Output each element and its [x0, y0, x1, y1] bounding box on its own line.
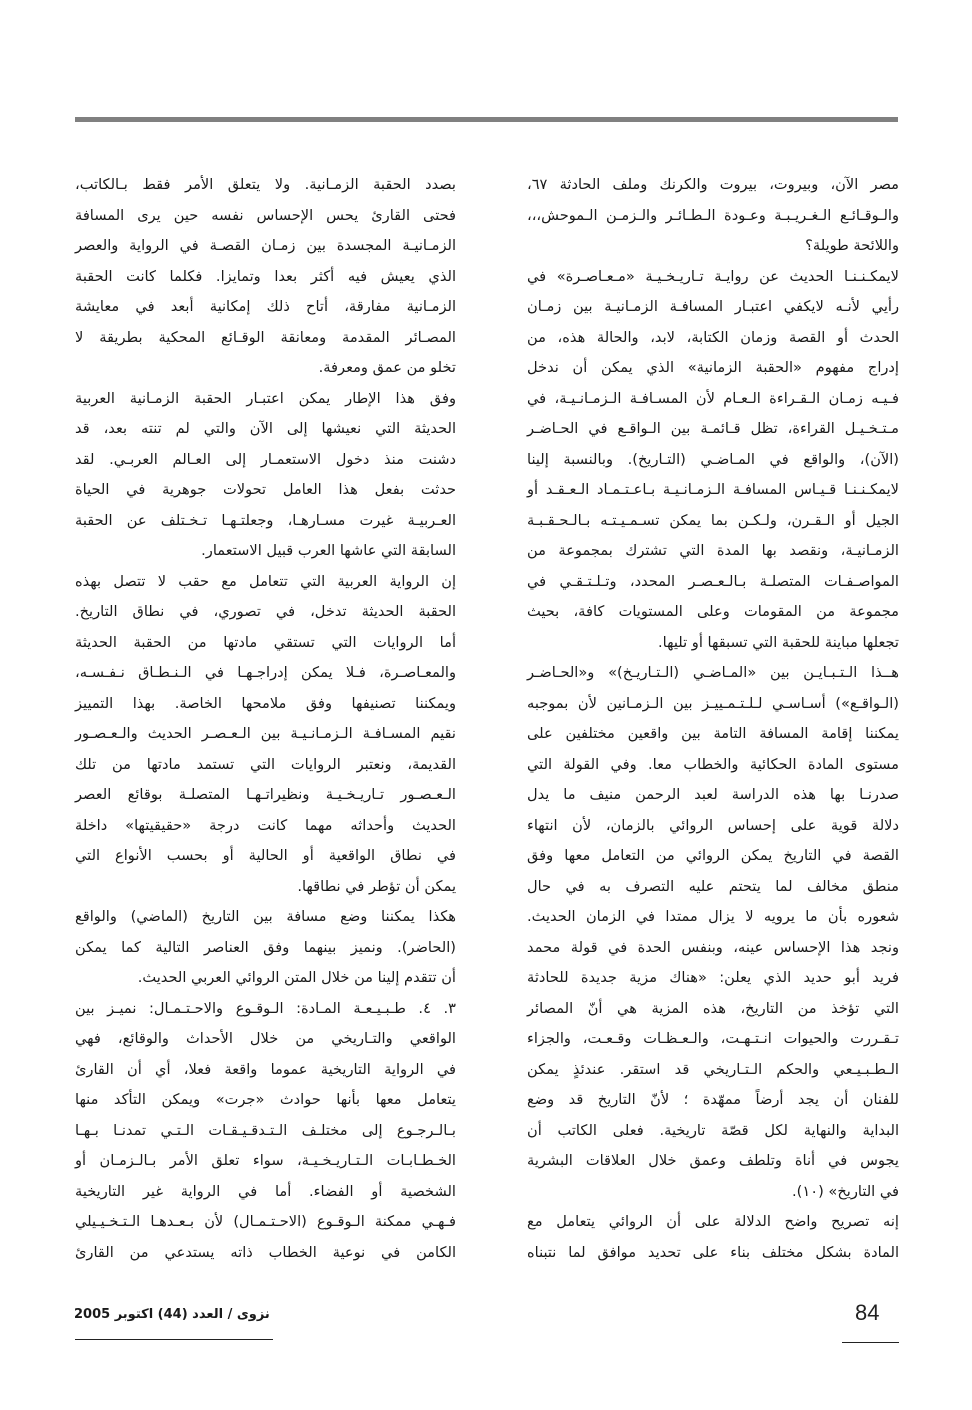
text-line: هكذا يمكننا وضع مسافة بين التاريخ (الماضي) والواقع	[75, 908, 456, 925]
text-line: يجوس في أناة وتلطف وعمق خلال العلاقات البشرية	[527, 1152, 899, 1169]
text-line: الزمـانيـة، ونقصد بها المدة التي تشترك بمجموعة من	[527, 542, 899, 559]
text-line: الخـطـابـات الـتـاريـخـيـة، سواء تعلق الأمر بـالـزمـان أو	[75, 1152, 456, 1169]
text-line: والمعـاصـرة، فـلا يمكن إدراجـهـا في الـنـطـاق نـفـسـه،	[75, 664, 456, 681]
text-line: مـتـخـيـل القراءة، تظل قـائمـة بين الـواقـع في الحـاضـر	[527, 420, 899, 437]
text-line: والـوقـائـع الـغـريـبـة وعـودة الـطـائـر والـزمـن الـموحش،،،	[527, 206, 899, 224]
text-line: فـيـه زمـان الـقـراءة الـعـام لأن المسـافـة الـزمـانـيـة، في	[527, 389, 899, 407]
text-line: إنه تصريح واضح الدلالة على أن الروائي يتعامل مع	[527, 1213, 899, 1230]
text-line: الزمـانيـة المجسدة بين زمـان القصـة في الرواية والعصر	[75, 237, 456, 254]
text-line: هــذا الـتـبـايـن بين «المـاضـي (الـتـاريـخ)» و«الحـاضـر	[527, 664, 899, 681]
article-column-right	[527, 170, 899, 1268]
text-line: صدرنـا بها هذه الدراسة لعبد الرحمن منيف ما يدل	[527, 786, 899, 803]
text-line: الجيل أو الـقـرن، ولـكـن بما يمكن تسـمـيـتـه بـالـحـقـبـة	[527, 511, 899, 529]
text-line: شعوره بأن ما يرويه لا يزال ممتدا في الزمان الحديث.	[527, 908, 899, 925]
text-line: بصدد الحقبة الزمـانية. ولا يتعلق الأمر فقط بـالكاتب،	[75, 176, 456, 193]
text-line: الزمـانية مفارقة، أتاح ذلك إمكانية أبعد في معايشة	[75, 298, 456, 315]
text-line: دشنت منذ دخول الاستعمـار إلى العـالم العربـي. لقد	[75, 450, 456, 468]
text-line: منطق مخالف لما يتحتم عليه التصرف به في حال	[527, 877, 899, 895]
text-line: تخلو من عمق ومعرفة.	[318, 359, 456, 376]
text-line: وفق هذا الإطار يمكن اعتبـار الحقبة الزمـانية العربية	[75, 389, 456, 407]
text-line: دلالة قوية على إحساس الروائي بالزمان، لأن انتهاء	[527, 816, 899, 834]
text-line: في الرواية التاريخية عموما واقعة فعلا، أي أن القارئ	[75, 1060, 456, 1078]
text-line: أن تتقدم إلينا من خلال المتن الروائي العربي الحديث.	[137, 969, 456, 986]
text-line: يتعامل معها بأنها حوادث «جرت» ويمكن التأكد منها	[75, 1091, 456, 1108]
text-line: المادة بشكل مختلف بناء على تحديد موافق لما نتبناه	[527, 1243, 899, 1261]
text-line: ٣. ٤. طـبـيـعـة المـادة: الـوقـوع والاحـتـمـال: نميـز بين	[75, 999, 456, 1017]
footer-issue-info: نزوى / العدد (44) اكتوبر 2005	[74, 1307, 270, 1322]
text-line: رأيي لأنـه لايكفي اعتبـار المسافـة الزمـانيـة بين زمـان	[527, 298, 899, 315]
text-line: الشخصية أو الفضاء. أما في الرواية غير التاريخية	[75, 1182, 456, 1200]
text-line: للفنان أن يجد أرضاً ممهّدة ؛ لأنّ التاريخ قد وضع	[527, 1091, 899, 1108]
text-line: لايمكـنـنـا الحديث عن روايـة تـاريـخـيـة «مـعـاصـرة» في	[527, 267, 899, 285]
text-line: الـعـصـور تـاريـخـيـة ونظيراتـهـا المتصلـة بوقائع العصر	[75, 786, 456, 803]
text-line: المصـائر المقدمة ومعانقة الوقـائع المحكية بطريقة لا	[75, 328, 456, 346]
text-line: لايمكـنـنـا قـيـاس المسافـة الـزمـانـيـة بـاعـتـمـاد الـعـقـد أو	[527, 481, 899, 498]
text-line: ونجد هذا الإحساس عينه، وبنفس الحدة في قولة محمد	[527, 938, 899, 956]
text-line: بـالـرجـوع إلى مختلـف الـتـدقـيـقـات الـتـي تمدنـا بـهـا	[75, 1121, 456, 1139]
text-line: الحديث وأحداثه مهما كانت درجة «حقيقيتها» داخلة	[75, 816, 456, 834]
text-line: إدراج مفهوم «الحقبة الزمانية» الذي يمكن أن ندخل	[527, 359, 899, 376]
text-line: واللائحة طويلة؟	[805, 237, 899, 254]
text-line: في التاريخ» (١٠).	[792, 1182, 899, 1200]
page-number: 84	[855, 1300, 880, 1325]
text-line: الحديثة التي نعيشها إلى الآن والتي لم تنته بعد، قد	[75, 420, 456, 437]
footer-rule	[75, 1339, 273, 1340]
text-line: فحتى القارئ يحس الإحساس نفسه حين يرى المسافة	[75, 206, 456, 224]
text-line: العـربيـة غيرت مسـارهـا، وجعلتـهـا تـخـتلف عن الحقبة	[75, 511, 456, 529]
text-line: مستوى المادة الحكائية والخطاب معا. وفي القولة التي	[527, 755, 899, 773]
text-line: تجعلها مباينة للحقبة التي تسبقها أو تليها.	[658, 633, 899, 651]
text-line: القديمة، ونعتبر الروايات التي تستمد مادتها من تلك	[75, 755, 456, 773]
text-line: فـهـي ممكنة الـوقـوع (الاحـتـمـال) لأن بـعـدهـا الـتـخـيـيلي	[75, 1213, 456, 1230]
article-column-left	[75, 170, 456, 1268]
text-line: مجموعة من المقومات وعلى المستويات كافة، بحيث	[527, 603, 899, 620]
text-line: أما الروايات التي تستقي مادتها من الحقبة الحديثة	[75, 633, 456, 651]
text-line: الـطـبـيـعي والحكم الـتـاريخي قد استقر. عندئذٍ يمكن	[527, 1060, 899, 1078]
text-line: يمكننا إقامة المسافة التامة بين واقعين مختلفين على	[527, 725, 899, 742]
text-line: الكامن في نوعية الخطاب ذاته يستدعي من القارئ	[75, 1243, 456, 1261]
text-line: السابقة التي عاشها العرب قبيل الاستعمار.	[201, 542, 456, 559]
text-line: (الحاضر). ونميز بينهما وفق العناصر التالية كما يمكن	[75, 938, 456, 956]
text-line: في نطاق الواقعية أو الحالية أو بحسب الأنواع التي	[75, 847, 456, 864]
text-line: فريد أبو حديد الذي يعلن: «هناك مزية جديدة للحادثة	[527, 969, 899, 986]
page-number-rule	[842, 1342, 899, 1343]
text-line: حدثت بفعل هذا العامل تحولات جوهرية في الحياة	[75, 481, 456, 498]
text-line: الحدث أو القصة وزمان الكتابة، لابد، والحالة هذه، من	[527, 328, 899, 346]
text-line: إن الرواية العربية التي تتعامل مع حقب لا تتصل بهذه	[75, 572, 456, 590]
text-line: يمكن أن تؤطر في نطاقها.	[297, 877, 456, 895]
text-line: الذي يعيش فيه أكثر بعدا وتمايزا. فكلما كانت الحقبة	[75, 267, 456, 285]
text-line: مصر الآن، وبيروت، بيروت والكرنك وملف الحادثة ٦٧،	[527, 176, 899, 193]
text-line: (الآن)، والواقع في المـاضـي (التـاريخ). وبالنسبة إلينا	[527, 450, 899, 468]
text-line: تـقـررت والحيوات انـتـهـت، والـعـظـات وقـعـت، والجزاء	[527, 1030, 899, 1047]
text-line: نقيم المسـافـة الـزمـانـيـة بين الـعـصـر الحديث والـعـصـور	[75, 725, 456, 742]
text-line: الحقبة الحديثة تدخل، في تصوري، في نطاق التاريخ.	[75, 603, 456, 620]
text-line: ويمكننا تصنيفها وفق ملامحها الخاصة. بهذا التمييز	[75, 694, 456, 712]
text-line: القصة في التاريخ يمكن الروائي من التعامل معها وفق	[527, 847, 899, 864]
text-line: الواقعي والتـاريخي من خلال الأحداث والوقائع، فهي	[75, 1030, 456, 1047]
header-rule	[75, 117, 898, 122]
text-line: البداية والنهاية لكل قصّة تاريخية. فعلى الكاتب أن	[527, 1121, 899, 1139]
text-line: المواصـفـات المتصلـة بـالـعـصـر المحدد، وتـلـتـقـي في	[527, 572, 899, 590]
text-line: (الـواقـع») أسـاسـي لـلـتـمـييـز بين الـزمـانين لأن بموجبه	[527, 694, 899, 712]
text-line: التي تؤخذ من التاريخ، هذه المزية هي أنّ المصائر	[527, 999, 899, 1017]
